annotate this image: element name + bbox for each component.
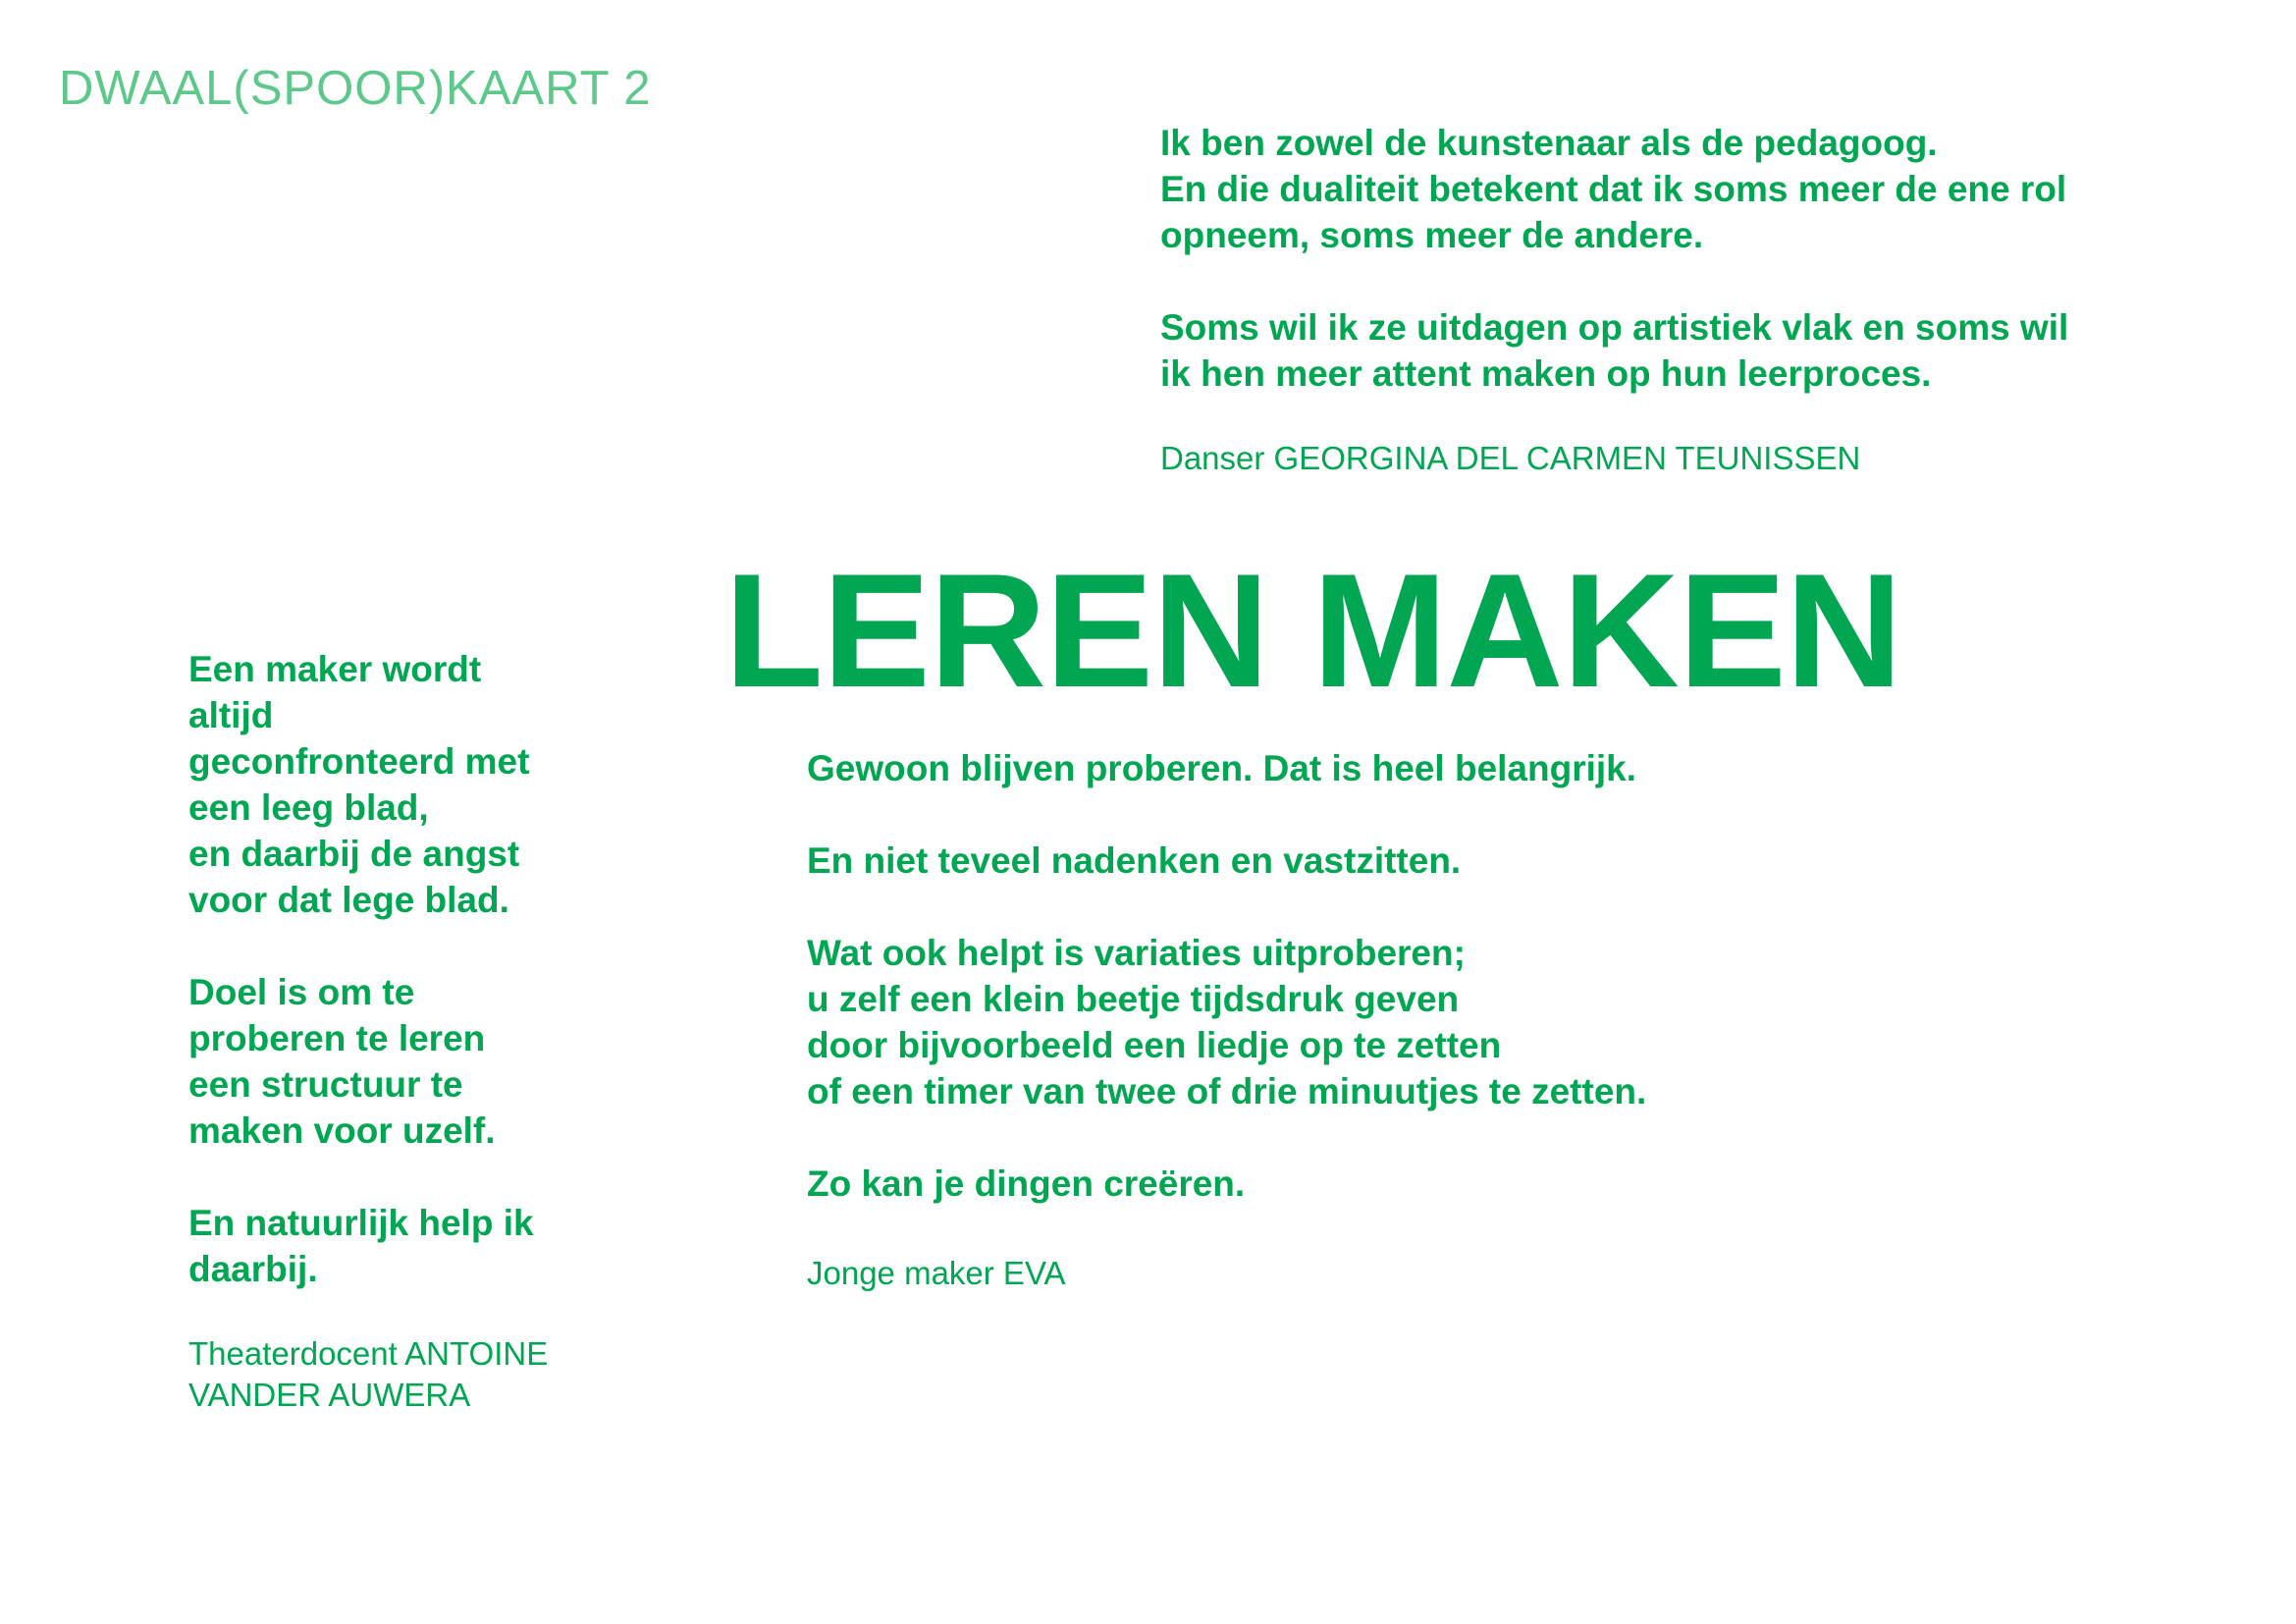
quote-line: u zelf een klein beetje tijdsdruk geven — [807, 979, 1460, 1019]
quote-line: door bijvoorbeeld een liedje op te zetten — [807, 1025, 1502, 1065]
quote-line: Doel is om te — [188, 972, 415, 1012]
attribution-line: Theaterdocent ANTOINE — [188, 1335, 549, 1372]
quote-line: en daarbij de angst — [188, 834, 520, 874]
quote-left-paragraph-3 — [188, 1200, 620, 1292]
quote-left — [188, 646, 620, 1292]
quote-line: Gewoon blijven proberen. Dat is heel belangrijk. — [807, 748, 1637, 788]
quote-top — [1160, 120, 2220, 397]
quote-line: Soms wil ik ze uitdagen op artistiek vlak en soms wil — [1160, 307, 2069, 348]
quote-top-attribution: Danser GEORGINA DEL CARMEN TEUNISSEN — [1160, 440, 1861, 476]
quote-line: altijd — [188, 695, 274, 735]
quote-center-paragraph-4 — [807, 1161, 1887, 1207]
quote-center-paragraph-1 — [807, 745, 1887, 791]
quote-left-paragraph-1 — [188, 646, 620, 923]
quote-line: voor dat lege blad. — [188, 880, 509, 920]
quote-center — [807, 745, 1887, 1207]
quote-line: een structuur te — [188, 1064, 463, 1105]
quote-line: Een maker wordt — [188, 649, 482, 689]
quote-line: ik hen meer attent maken op hun leerproces. — [1160, 353, 1932, 394]
quote-line: proberen te leren — [188, 1018, 486, 1058]
quote-left-attribution — [188, 1333, 640, 1416]
card-label: DWAAL(SPOOR)KAART 2 — [59, 62, 652, 115]
quote-line: of een timer van twee of drie minuutjes te zetten. — [807, 1071, 1647, 1111]
quote-line: opneem, soms meer de andere. — [1160, 215, 1704, 255]
quote-line: En natuurlijk help ik — [188, 1203, 534, 1243]
quote-center-paragraph-2 — [807, 838, 1887, 884]
page-title: LEREN MAKEN — [724, 540, 1902, 721]
quote-center-paragraph-3 — [807, 930, 1887, 1114]
quote-top-paragraph-2 — [1160, 304, 2220, 397]
quote-line: En die dualiteit betekent dat ik soms meer de ene rol — [1160, 169, 2067, 209]
quote-line: daarbij. — [188, 1249, 318, 1289]
quote-line: Zo kan je dingen creëren. — [807, 1164, 1246, 1204]
quote-left-paragraph-2 — [188, 969, 620, 1154]
quote-top-paragraph-1 — [1160, 120, 2220, 258]
quote-line: Wat ook helpt is variaties uitproberen; — [807, 933, 1466, 973]
quote-center-attribution: Jonge maker EVA — [807, 1255, 1066, 1291]
quote-line: En niet teveel nadenken en vastzitten. — [807, 840, 1462, 881]
attribution-line: VANDER AUWERA — [188, 1377, 471, 1413]
quote-line: een leeg blad, — [188, 787, 429, 828]
quote-line: maken voor uzelf. — [188, 1110, 496, 1151]
quote-line: Ik ben zowel de kunstenaar als de pedagoog. — [1160, 123, 1938, 163]
quote-line: geconfronteerd met — [188, 741, 530, 782]
